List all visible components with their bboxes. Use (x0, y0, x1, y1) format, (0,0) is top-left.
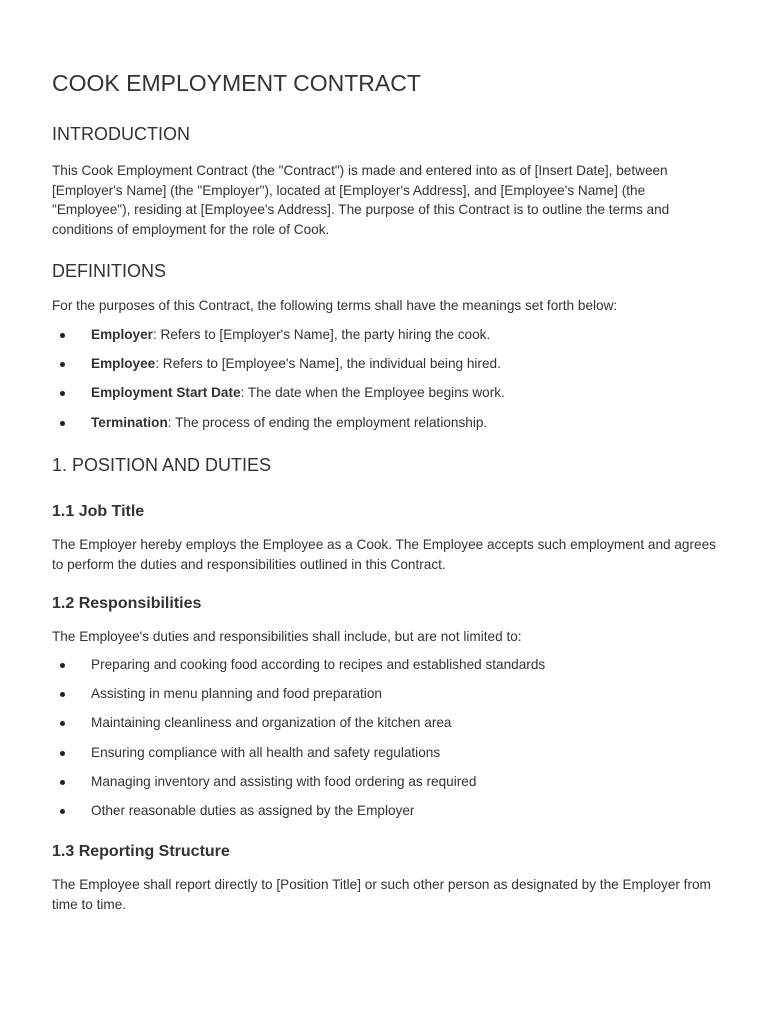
responsibilities-intro: The Employee's duties and responsibilities shall include, but are not limited to: (52, 629, 522, 644)
definition-term: Employee (91, 356, 156, 372)
definition-item (52, 325, 720, 354)
bullet-icon (60, 692, 65, 697)
definition-term: Employer (91, 327, 153, 342)
definition-item (52, 413, 720, 442)
definition-text: : Refers to [Employee's Name], the individual being hired. (155, 356, 501, 372)
document-title: COOK EMPLOYMENT CONTRACT (52, 70, 421, 96)
bullet-icon (60, 809, 65, 814)
job-title-heading: 1.1 Job Title (52, 503, 145, 520)
responsibility-item: Maintaining cleanliness and organization of the kitchen area (52, 713, 720, 742)
definition-text: : The date when the Employee begins work. (240, 385, 505, 401)
bullet-icon (60, 362, 65, 367)
definition-term: Employment Start Date (91, 385, 241, 401)
responsibility-item: Assisting in menu planning and food preparation (52, 684, 720, 713)
responsibilities-heading: 1.2 Responsibilities (52, 595, 202, 612)
definition-text: : The process of ending the employment relationship. (167, 414, 488, 430)
responsibility-item: Ensuring compliance with all health and safety regulations (52, 743, 720, 772)
responsibility-item: Preparing and cooking food according to recipes and established standards (52, 655, 720, 684)
definition-text: : Refers to [Employer's Name], the party hiring the cook. (152, 327, 491, 342)
responsibility-item: Other reasonable duties as assigned by the Employer (52, 801, 720, 830)
definition-item (52, 383, 720, 412)
bullet-icon (60, 721, 65, 726)
responsibilities-list (52, 655, 720, 830)
bullet-icon (60, 391, 65, 396)
definition-item (52, 354, 720, 383)
reporting-structure-heading: 1.3 Reporting Structure (52, 843, 230, 860)
introduction-paragraph: This Cook Employment Contract (the "Contract") is made and entered into as of [Insert Date], between [Employer's Name] (the "Employer"), located at [Employer's Address], and [Employee's Name] (the "Employee"), residing at [Employee's Address]. The purpose of this Contract is to outline the terms and conditions of employment for the role of Cook. (52, 163, 670, 237)
bullet-icon (60, 663, 65, 668)
bullet-icon (60, 780, 65, 785)
responsibility-item: Managing inventory and assisting with food ordering as required (52, 772, 720, 801)
bullet-icon (60, 333, 65, 338)
definitions-heading: DEFINITIONS (52, 261, 167, 281)
bullet-icon (60, 421, 65, 426)
definition-term: Termination (91, 414, 168, 430)
definitions-list (52, 325, 720, 442)
job-title-paragraph: The Employer hereby employs the Employee as a Cook. The Employee accepts such employment and agrees to perform the duties and responsibilities outlined in this Contract. (52, 537, 716, 572)
section-1-heading: 1. POSITION AND DUTIES (52, 455, 272, 475)
reporting-structure-paragraph: The Employee shall report directly to [Position Title] or such other person as designated by the Employer from time to time. (52, 877, 711, 912)
definitions-intro: For the purposes of this Contract, the following terms shall have the meanings set forth below: (52, 298, 618, 313)
bullet-icon (60, 751, 65, 756)
introduction-heading: INTRODUCTION (52, 124, 190, 144)
